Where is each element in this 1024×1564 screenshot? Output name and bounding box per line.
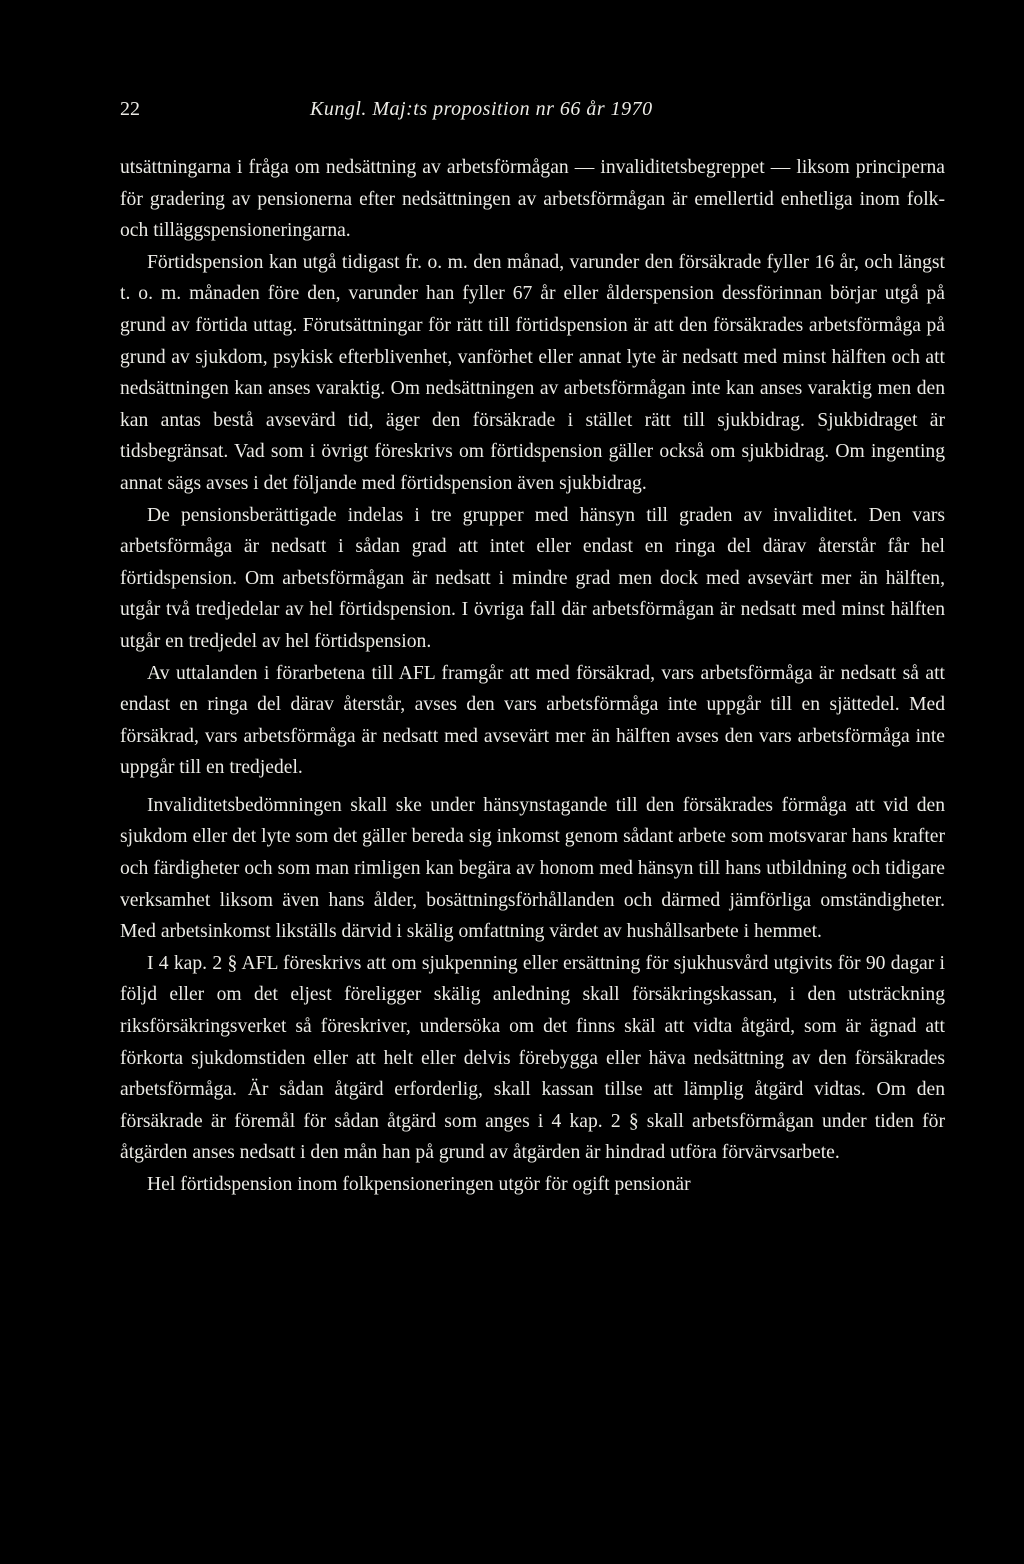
paragraph-fortidspension-eligibility: Förtidspension kan utgå tidigast fr. o. m. den månad, varunder den försäkrade fyller 16 år, och längst t. o. m. månaden före den, varunder han fyller 67 år eller ålderspension dessförinnan börjar utgå på grund av förtida uttag. Förutsättningar för rätt till förtidspension är att den försäkrades arbetsförmåga på grund av sjukdom, psykisk efterblivenhet, vanförhet eller annat lyte är nedsatt med minst hälften och att nedsättningen kan anses varaktig. Om nedsättningen av arbetsförmågan inte kan anses varaktig men den kan antas bestå avsevärd tid, äger den försäkrade i stället rätt till sjukbidrag. Sjukbidraget är tidsbegränsat. Vad som i övrigt föreskrivs om förtidspension gäller också om sjukbidrag. Om ingenting annat sägs avses i det följande med förtidspension även sjukbidrag. bbox=[120, 251, 945, 494]
paragraph-full-pension-amount: Hel förtidspension inom folkpensioneringen utgör för ogift pensionär bbox=[147, 1174, 691, 1195]
document-page bbox=[120, 98, 945, 1201]
paragraph-invalidity-assessment: Invaliditetsbedömningen skall ske under hänsynstagande till den försäkrades förmåga att vid den sjukdom eller det lyte som det gäller bereda sig inkomst genom sådant arbete som motsvarar hans krafter och färdigheter och som man rimligen kan begära av honom med hänsyn till hans utbildning och tidigare verksamhet liksom även hans ålder, bosättningsförhållanden och därmed jämförliga omständigheter. Med arbetsinkomst likställs därvid i skälig omfattning värdet av hushållsarbete i hemmet. bbox=[120, 794, 945, 943]
paragraph-rehabilitation-measures: I 4 kap. 2 § AFL föreskrivs att om sjukpenning eller ersättning för sjukhusvård utgivits för 90 dagar i följd eller om det eljest föreligger skälig anledning skall försäkringskassan, i den utsträckning riksförsäkringsverket så föreskriver, undersöka om det finns skäl att vidta åtgärd, som är ägnad att förkorta sjukdomstiden eller att helt eller delvis förebygga eller häva nedsättning av den försäkrades arbetsförmåga. Är sådan åtgärd erforderlig, skall kassan tillse att lämplig åtgärd vidtas. Om den försäkrade är föremål för sådan åtgärd som anges i 4 kap. 2 § skall arbetsförmågan under tiden för åtgärden anses nedsatt i den mån han på grund av åtgärden är hindrad utföra förvärvsarbete. bbox=[120, 952, 945, 1164]
paragraph-continuation: utsättningarna i fråga om nedsättning av arbetsförmågan — invaliditetsbegreppet — liksom principerna för gradering av pensionerna efter nedsättningen av arbetsförmågan är emellertid enhetliga inom folk- och tilläggspensioneringarna. bbox=[120, 157, 945, 242]
page-header bbox=[120, 98, 945, 132]
paragraph-preparatory-works: Av uttalanden i förarbetena till AFL framgår att med försäkrad, vars arbetsförmåga är nedsatt så att endast en ringa del därav återstår, avses den vars arbetsförmåga inte uppgår till en sjättedel. Med försäkrad, vars arbetsförmåga är nedsatt med avsevärt mer än hälften avses den vars arbetsförmåga inte uppgår till en tredjedel. bbox=[120, 662, 945, 779]
body-text bbox=[120, 152, 945, 1201]
page-number: 22 bbox=[120, 98, 140, 120]
running-title: Kungl. Maj:ts proposition nr 66 år 1970 bbox=[310, 98, 653, 120]
paragraph-pension-groups: De pensionsberättigade indelas i tre grupper med hänsyn till graden av invaliditet. Den vars arbetsförmåga är nedsatt i sådan grad att intet eller endast en ringa del därav återstår får hel förtidspension. Om arbetsförmågan är nedsatt i mindre grad men dock med avsevärt mer än hälften, utgår två tredjedelar av hel förtidspension. I övriga fall där arbetsförmågan är nedsatt med minst hälften utgår en tredjedel av hel förtidspension. bbox=[120, 504, 945, 652]
